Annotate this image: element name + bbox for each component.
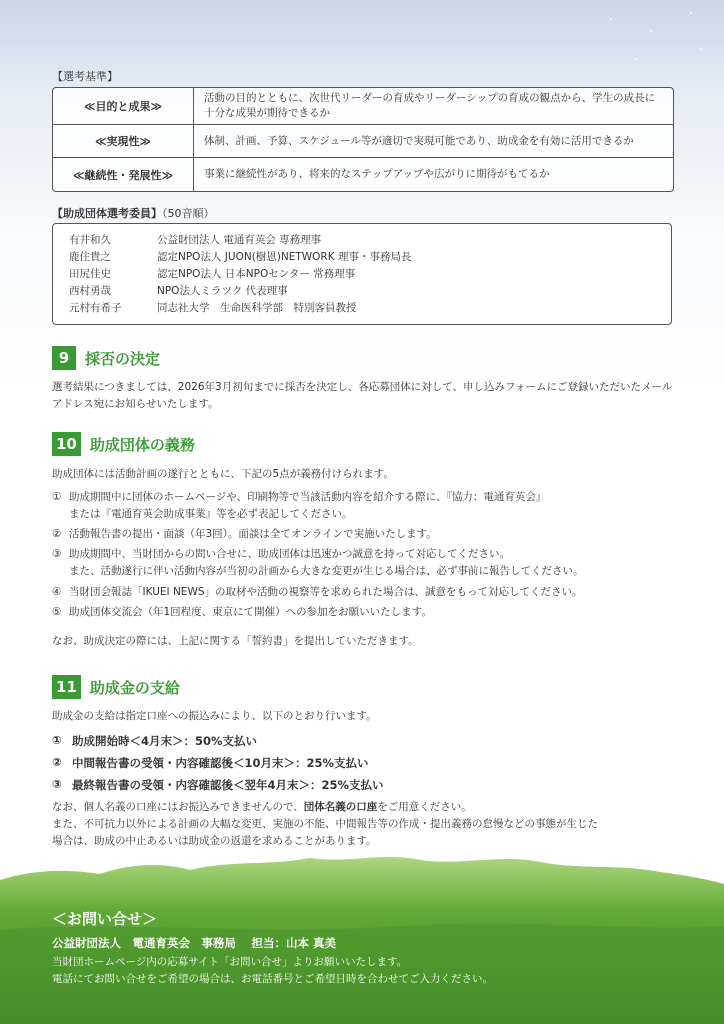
- section-9-header: [52, 346, 160, 370]
- note-emphasis: 団体名義の口座: [303, 801, 378, 813]
- criteria-key: ≪継続性・発展性≫: [53, 158, 194, 191]
- criteria-key: ≪目的と成果≫: [53, 88, 194, 124]
- section-11-note-2: また、不可抗力以外による計画の大幅な変更、実施の不能、中間報告等の作成・提出義務の怠慢などの事態が生じた: [52, 818, 598, 830]
- section-11-header: [52, 675, 180, 699]
- committee-heading-text: 【助成団体選考委員】: [52, 207, 162, 220]
- contact-title: ＜お問い合せ＞: [52, 910, 158, 928]
- committee-member: [69, 249, 671, 266]
- criteria-row: [53, 157, 673, 191]
- obligation-item: [52, 489, 682, 523]
- section-number: 10: [52, 432, 81, 456]
- member-name: 田尻佳史: [69, 268, 111, 280]
- item-text: 活動報告書の提出・面談（年3回）。面談は全てオンラインで実施いたします。: [69, 528, 437, 540]
- section-10-header: [52, 432, 195, 456]
- member-name: 有井和久: [69, 234, 111, 246]
- member-title: 同志社大学 生命医科学部 特別客員教授: [157, 302, 357, 314]
- section-11-intro: 助成金の支給は指定口座への振込みにより、以下のとおり行います。: [52, 710, 377, 722]
- section-10-intro: 助成団体には活動計画の遂行とともに、下記の5点が義務付けられます。: [52, 468, 394, 480]
- committee-member: [69, 283, 671, 300]
- item-number: ③: [52, 777, 62, 791]
- section-title: 助成団体の義務: [89, 435, 195, 454]
- criteria-value: 体制、計画、予算、スケジュール等が適切で実現可能であり、助成金を有効に活用できるか: [204, 134, 634, 147]
- item-number: ②: [52, 528, 62, 540]
- contact-line-1: 当財団ホームページ内の応募サイト「お問い合せ」よりお願いいたします。: [52, 956, 408, 968]
- star-decoration: [690, 12, 692, 14]
- payment-text: 最終報告書の受領・内容確認後＜翌年4月末＞：25%支払い: [72, 778, 384, 792]
- section-number: 11: [52, 675, 81, 699]
- member-title: 公益財団法人 電通育英会 専務理事: [157, 234, 322, 246]
- criteria-value: 活動の目的とともに、次世代リーダーの育成やリーダーシップの育成の観点から、学生の成長に十分な成果が期待できるか: [204, 92, 656, 119]
- item-text: 当財団会報誌「IKUEI NEWS」の取材や活動の視察等を求められた場合は、誠意をもって対応してください。: [69, 586, 583, 598]
- contact-org: 公益財団法人 電通育英会 事務局 担当：山本 真美: [52, 936, 337, 950]
- committee-member: [69, 266, 671, 283]
- note-text: なお、個人名義の口座にはお振込みできませんので、: [52, 801, 304, 813]
- member-name: 鹿住貴之: [69, 251, 111, 263]
- section-10-closing: なお、助成決定の際には、上記に関する「誓約書」を提出していただきます。: [52, 635, 419, 647]
- grass-background: [0, 840, 724, 1024]
- payment-item: [52, 755, 369, 771]
- member-title: NPO法人ミラツク 代表理事: [157, 285, 288, 297]
- obligation-item: [52, 584, 682, 601]
- section-11-note-3: 場合は、助成の中止あるいは助成金の返還を求めることがあります。: [52, 835, 377, 847]
- item-number: ⑤: [52, 606, 62, 618]
- section-number: 9: [52, 346, 76, 370]
- note-text: をご用意ください。: [377, 801, 472, 813]
- obligation-item: [52, 526, 682, 543]
- member-name: 西村勇哉: [69, 285, 111, 297]
- item-text: 助成期間中に団体のホームページや、印刷物等で当該活動内容を紹介する際に、『協力：電通育英会』: [69, 491, 547, 503]
- item-text: 助成期間中、当財団からの問い合せに、助成団体は迅速かつ誠意を持って対応してください。: [69, 548, 510, 560]
- contact-line-2: 電話にてお問い合せをご希望の場合は、お電話番号とご希望日時を合わせてご入力ください。: [52, 973, 493, 985]
- payment-item: [52, 777, 384, 793]
- obligation-item: [52, 546, 682, 580]
- criteria-key: ≪実現性≫: [53, 125, 194, 157]
- section-11-note: [52, 799, 702, 816]
- star-decoration: [700, 48, 702, 50]
- item-text-2: または『電通育英会助成事業』等を必ず表記してください。: [69, 508, 353, 520]
- section-title: 助成金の支給: [89, 678, 180, 697]
- committee-member: [69, 300, 671, 317]
- item-text: 助成団体交流会（年1回程度、東京にて開催）への参加をお願いいたします。: [69, 606, 432, 618]
- payment-item: [52, 733, 257, 749]
- member-title: 認定NPO法人 日本NPOセンター 常務理事: [157, 268, 356, 280]
- star-decoration: [635, 58, 637, 60]
- criteria-value: 事業に継続性があり、将来的なステップアップや広がりに期待がもてるか: [204, 168, 550, 180]
- member-title: 認定NPO法人 JUON(樹恩)NETWORK 理事・事務局長: [157, 251, 412, 263]
- item-number: ④: [52, 586, 62, 598]
- committee-member: [69, 232, 671, 249]
- payment-text: 中間報告書の受領・内容確認後＜10月末＞：25%支払い: [72, 756, 369, 770]
- criteria-heading: 【選考基準】: [52, 70, 118, 83]
- item-number: ①: [52, 491, 62, 503]
- section-title: 採否の決定: [85, 349, 161, 368]
- section-9-body: 選考結果につきましては、2026年3月初旬までに採否を決定し、各応募団体に対して、申し込みフォームにご登録いただいたメールアドレス宛にお知らせいたします。: [52, 381, 673, 410]
- committee-heading-note: （50音順）: [162, 207, 215, 220]
- star-decoration: [610, 18, 612, 20]
- item-text-2: また、活動遂行に伴い活動内容が当初の計画から大きな変更が生じる場合は、必ず事前に報告してください。: [69, 565, 584, 577]
- star-decoration: [650, 30, 652, 32]
- obligation-item: [52, 604, 682, 621]
- member-name: 元村有希子: [69, 302, 122, 314]
- item-number: ①: [52, 733, 62, 747]
- criteria-table: [52, 87, 674, 192]
- committee-heading: [52, 205, 215, 221]
- criteria-row: [53, 88, 673, 124]
- committee-box: [52, 223, 672, 325]
- item-number: ③: [52, 548, 62, 560]
- criteria-row: [53, 124, 673, 157]
- item-number: ②: [52, 755, 62, 769]
- payment-text: 助成開始時＜4月末＞：50%支払い: [72, 734, 258, 748]
